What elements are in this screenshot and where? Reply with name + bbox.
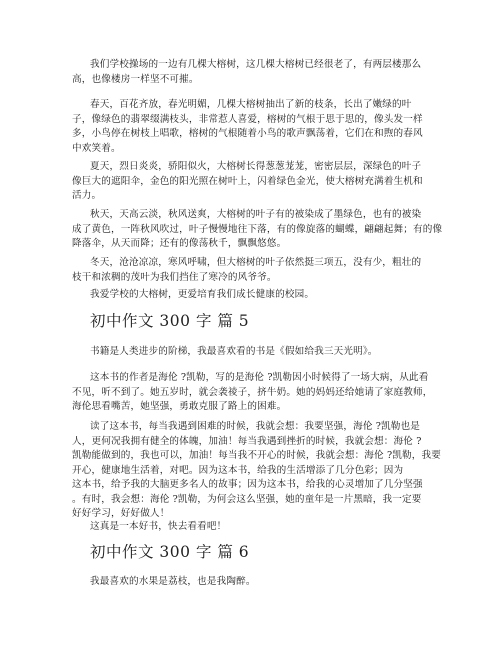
text-line: 好好学习，好好做人！ [72,508,170,519]
text-line: 春天，百花齐放，春光明媚，几棵大榕树抽出了新的枝条，长出了嫩绿的叶 [90,99,412,110]
paragraph-banyan-intro [72,58,424,87]
paragraph-lychee [72,575,424,590]
paragraph-reflection [72,420,442,522]
essay-heading-6: 初中作文 300 字 篇 6 [90,543,250,561]
text-line: 不见，听不到了。她五岁时，就会袭祾子，挤牛奶。她的妈妈还给她请了家庭教师， [72,386,433,398]
text-line: 活力。 [72,190,102,201]
paragraph-winter [72,256,424,285]
paragraph-book-summary [72,371,433,415]
paragraph-spring [72,98,424,156]
text-line: 子，像绿色的翡翠缀满枝头，非常惹人喜爱，榕树的气根于思于思的，像头发一样 [72,113,423,125]
text-line: 高，也像楼房一样坚不可摧。 [72,73,199,85]
text-line: 海伦思看嘴苦，她坚强，勇敢克服了路上的困难。 [72,401,287,412]
text-line: 这本书的作者是海伦 ?凯勒，写的是海伦 ?凯勒因小时候得了一场大病，从此看 [90,372,429,383]
text-line: 凯勒能做到的，我也可以，加油！每当我不开心的时候，我就会想：海伦 ?凯勒，我要 [72,450,442,461]
text-line: 枝干和浓稠的茂叶为我们挡住了寒冷的风爷爷。 [72,271,277,283]
text-line: 降落伞，从天而降；还有的像荡秋千，飘飘悠悠。 [72,238,287,249]
essay-heading-5: 初中作文 300 字 篇 5 [90,312,250,330]
paragraph-summer [72,160,424,204]
text-line: 这本书，给予我的大脑更多名人的故事；因为这本书，给我的心灵增加了几分坚强 [72,479,423,490]
text-line: 书籍是人类进步的阶梯，我最喜欢看的书是《假如给我三天光明》。 [90,346,378,357]
paragraph-conclusion [72,288,424,303]
text-line: 成了黄色，一阵秋风吹过，叶子慢慢地往下落，有的像旋落的蝴蝶，翩翩起舞；有的像 [72,223,443,235]
text-line: 我最喜欢的水果是荔枝，也是我陶醉。 [90,576,256,587]
text-line: 像巨大的遮阳伞，金色的阳光照在树叶上，闪着绿色金光，使大榕树充满着生机和 [72,175,423,187]
text-line: 读了这本书，每当我遇到困难的时候，我就会想：我要坚强，海伦 ?凯勒也是 [90,421,421,432]
text-line: 这真是一本好书，快去看看吧！ [90,521,227,532]
paragraph-books-ladder [72,345,424,360]
text-line: 。有时，我会想：海伦 ?凯勒，为何会这么坚强，她的童年是一片黑暗，我一定要 [72,493,422,505]
text-line: 我爱学校的大榕树，更爱培育我们成长健康的校园。 [90,289,315,300]
text-line: 冬天，沧沧凉凉，寒风呼啸，但大榕树的叶子依然挺三项五，没有少，粗壮的 [90,257,422,268]
paragraph-autumn [72,208,443,252]
text-line: 我们学校操场的一边有几棵大榕树，这几棵大榕树已经很老了，有两层楼那么 [90,59,422,70]
paragraph-recommend [72,520,424,535]
text-line: 中欢笑着。 [72,142,121,154]
text-line: 多，小鸟停在树枝上唱歌，榕树的气根随着小鸟的歌声飘荡着，它们在和煦的春风 [72,128,423,139]
text-line: 夏天，烈日炎炎，骄阳似火，大榕树长得葱葱茏茏，密密层层，深绿色的叶子 [90,161,422,172]
text-line: 开心，健康地生活着，对吧。因为这本书，给我的生活增添了几分色彩；因为 [72,464,404,476]
text-line: 秋天，天高云淡，秋风送爽，大榕树的叶子有的被染成了墨绿色，也有的被染 [90,209,422,220]
text-line: 人，更何况我拥有健全的体魄，加油！每当我遇到挫折的时候，我就会想：海伦 ? [72,435,422,447]
